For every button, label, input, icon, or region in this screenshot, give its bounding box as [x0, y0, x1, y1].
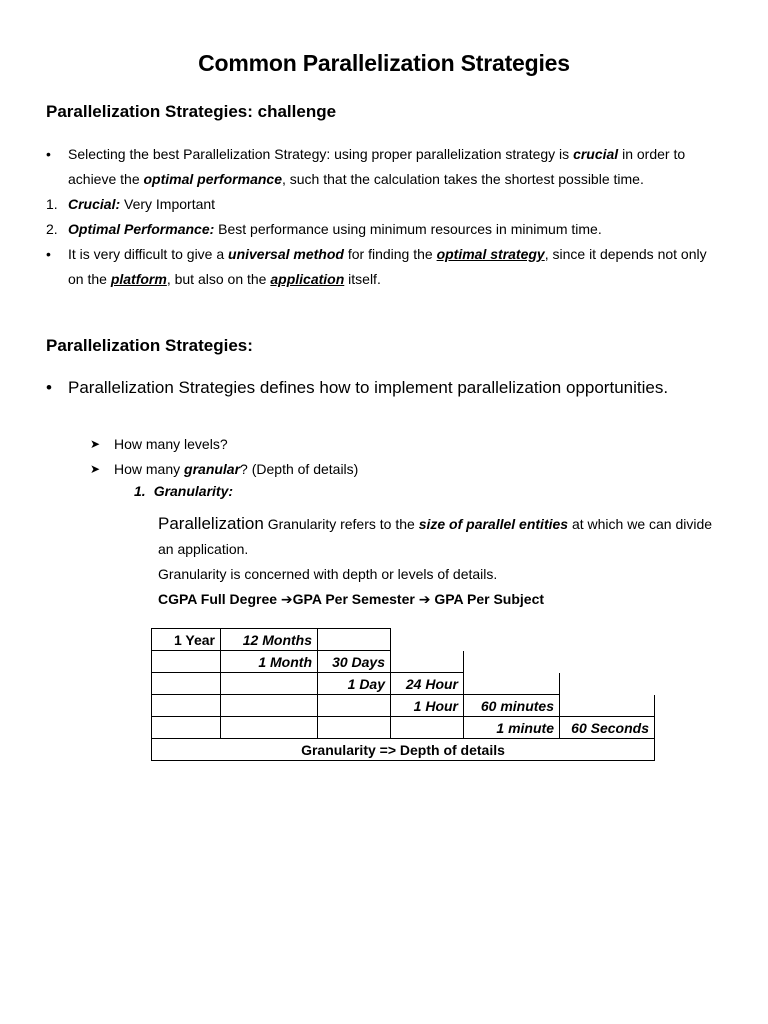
table-cell	[318, 695, 391, 717]
granularity-paragraph: Parallelization Granularity refers to the size of parallel entities at which we can divide an application.	[158, 514, 713, 557]
table-cell	[464, 673, 560, 695]
list-item: 2. Optimal Performance: Best performance using minimum resources in minimum time.	[46, 221, 602, 237]
granularity-description: Granularity is concerned with depth or levels of details.	[158, 566, 498, 582]
right-arrow-icon: ➔	[418, 591, 431, 607]
table-cell	[152, 651, 221, 673]
list-item: • It is very difficult to give a universal method for finding the optimal strategy, since it depends not only on the platform, but also on the application itself.	[46, 242, 726, 292]
table-footer: Granularity => Depth of details	[152, 739, 655, 761]
list-item: 1. Crucial: Very Important	[46, 196, 216, 212]
list-item: ➤ How many granular? (Depth of details)	[90, 457, 358, 482]
table-cell: 1 Month	[221, 651, 318, 673]
table-row	[152, 651, 655, 673]
granularity-table	[151, 628, 655, 761]
table-cell	[318, 629, 391, 651]
table-cell: 1 Day	[318, 673, 391, 695]
table-cell: 12 Months	[221, 629, 318, 651]
table-cell: 24 Hour	[391, 673, 464, 695]
table-cell: 1 minute	[464, 717, 560, 739]
table-cell	[391, 651, 464, 673]
bullet-icon	[46, 142, 51, 167]
page-title: Common Parallelization Strategies	[198, 50, 570, 76]
table-cell	[152, 695, 221, 717]
table-cell: 30 Days	[318, 651, 391, 673]
list-item: ➤ How many levels?	[90, 432, 358, 457]
table-cell	[221, 695, 318, 717]
strategies-list	[46, 374, 726, 401]
arrow-bullet-icon: ➤	[90, 462, 101, 476]
table-cell	[391, 717, 464, 739]
table-row	[152, 629, 655, 651]
table-cell	[221, 717, 318, 739]
table-cell	[152, 673, 221, 695]
sub-list	[90, 432, 358, 482]
granularity-body	[158, 511, 728, 612]
table-row	[152, 673, 655, 695]
table-cell	[221, 673, 318, 695]
table-cell: 1 Hour	[391, 695, 464, 717]
table-cell	[152, 717, 221, 739]
table-cell	[560, 695, 655, 717]
table-cell: 60 Seconds	[560, 717, 655, 739]
granularity-heading: 1. Granularity:	[134, 483, 234, 499]
table-cell: 60 minutes	[464, 695, 560, 717]
bullet-icon	[46, 242, 51, 267]
table-cell: 1 Year	[152, 629, 221, 651]
bullet-icon	[46, 374, 52, 401]
table-cell	[318, 717, 391, 739]
table-row	[152, 717, 655, 739]
cgpa-line: CGPA Full Degree ➔GPA Per Semester ➔ GPA Per Subject	[158, 591, 545, 607]
table-row	[152, 739, 655, 761]
section-heading-challenge: Parallelization Strategies: challenge	[46, 102, 337, 121]
section-heading-strategies: Parallelization Strategies:	[46, 336, 253, 355]
list-item: • Selecting the best Parallelization Strategy: using proper parallelization strategy is crucial in order to achieve the optimal performance, such that the calculation takes the shortest possible time.	[46, 142, 726, 192]
challenge-list	[46, 142, 726, 292]
list-item: • Parallelization Strategies defines how to implement parallelization opportunities.	[46, 374, 726, 401]
table-row	[152, 695, 655, 717]
right-arrow-icon: ➔	[280, 591, 293, 607]
arrow-bullet-icon: ➤	[90, 437, 101, 451]
